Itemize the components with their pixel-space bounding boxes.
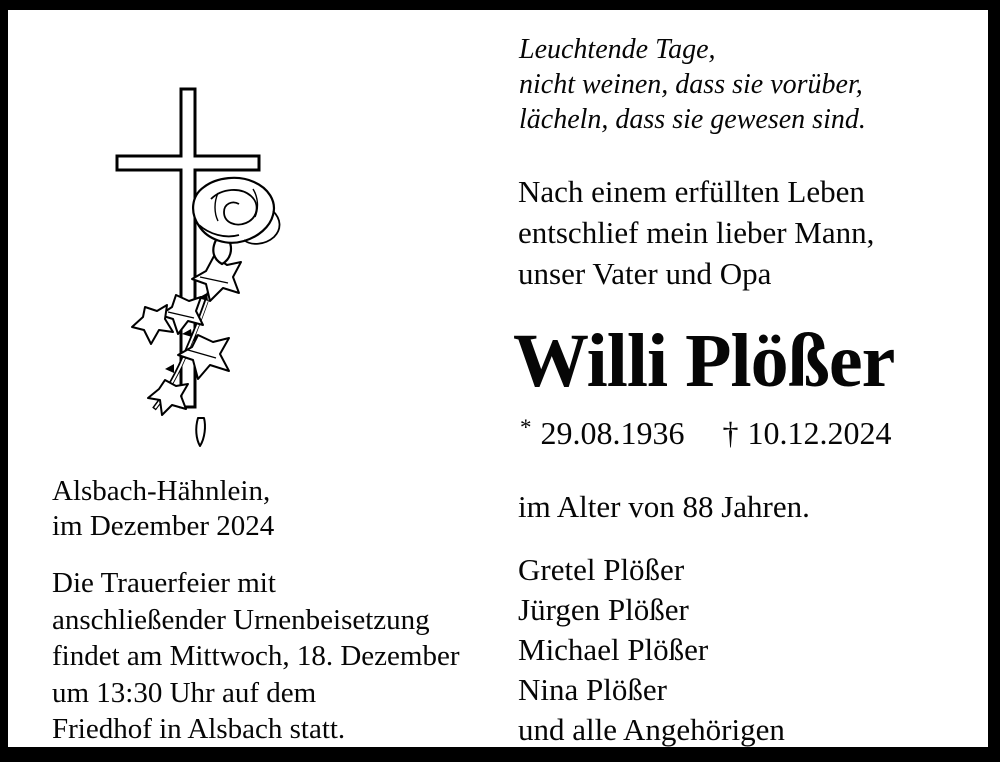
intro-line: unser Vater und Opa [518, 256, 772, 291]
mourner-name: Jürgen Plößer [518, 592, 689, 627]
place-date [52, 474, 274, 544]
funeral-line: anschließender Urnenbeisetzung [52, 603, 430, 636]
poem-line: Leuchtende Tage, [519, 34, 716, 65]
cross-with-rose-icon [48, 50, 368, 450]
intro-line: entschlief mein lieber Mann, [518, 215, 875, 250]
life-dates [520, 414, 892, 452]
place-line: Alsbach-Hähnlein, [52, 475, 271, 507]
mourner-name: und alle Angehörigen [518, 712, 785, 747]
funeral-line: um 13:30 Uhr auf dem [52, 676, 317, 709]
death-date-group [723, 415, 892, 451]
obituary-paper [8, 10, 988, 747]
funeral-line: Die Trauerfeier mit [52, 567, 276, 599]
mourner-name: Michael Plößer [518, 632, 709, 667]
poem-line: nicht weinen, dass sie vorüber, [519, 69, 863, 100]
died-cross-symbol: † [722, 414, 739, 451]
mourner-name: Gretel Plößer [518, 552, 685, 587]
poem-line: lächeln, dass sie gewesen sind. [519, 104, 866, 135]
poem [519, 32, 866, 137]
funeral-line: Friedhof in Alsbach statt. [52, 713, 346, 745]
funeral-info [52, 565, 460, 748]
mourners-list [518, 550, 785, 750]
intro-text [518, 171, 874, 294]
deceased-name: Willi Plößer [513, 319, 895, 403]
birth-date-group [520, 415, 693, 451]
rose-bloom [193, 178, 279, 264]
intro-line: Nach einem erfüllten Leben [518, 174, 865, 209]
born-symbol: * [520, 414, 532, 440]
death-date: 10.12.2024 [747, 414, 892, 451]
mourner-name: Nina Plößer [518, 672, 667, 707]
birth-date: 29.08.1936 [540, 414, 685, 451]
place-line: im Dezember 2024 [52, 510, 275, 542]
funeral-line: findet am Mittwoch, 18. Dezember [52, 640, 460, 672]
age-line: im Alter von 88 Jahren. [518, 489, 810, 524]
